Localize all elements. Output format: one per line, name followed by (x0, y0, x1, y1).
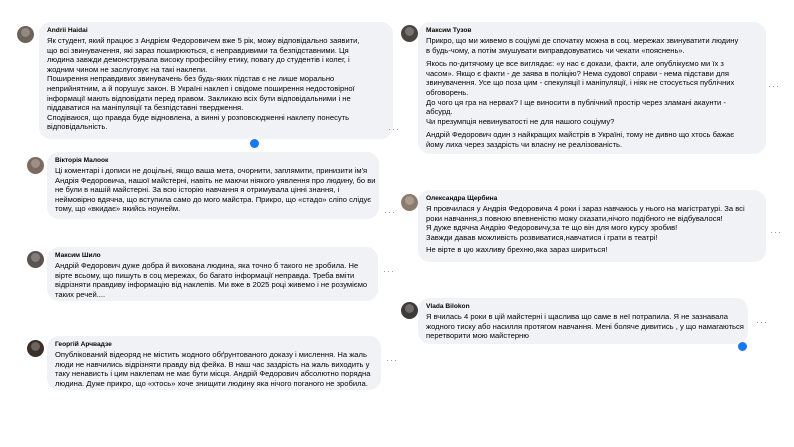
comment-line: неймовірно вдячна, що вступила само до мого майстра. Прикро, що «стадо» сліпо слідує (55, 194, 372, 204)
comment-line: тому, що «вкидає» якийсь ноунейм. (55, 204, 181, 214)
more-options-icon[interactable]: ··· (756, 317, 768, 327)
comment-line: жодного тиску або насилля протягом навчання. Мені боляче дивитись , у що намагаються (426, 321, 744, 331)
comment-author[interactable]: Максим Тузов (426, 27, 472, 34)
comment-line: відрізняти правдиву інформацію від наклепів. Ми вже в 2025 році живемо і не розуміємо (55, 280, 368, 290)
comment-line: Сподіваюся, що правда буде відновлена, а винні у розповсюдженні наклепу понесуть (47, 112, 350, 122)
comment-line: людина завжди демонструвала високу професійну етику, повагу до студентів і колег, і (47, 55, 350, 65)
comment-line: Чи презумпція невинуватості не для нашого соціуму? (426, 116, 615, 126)
like-reaction-icon[interactable] (738, 342, 747, 351)
comment-bubble (418, 190, 766, 262)
comment-line: відповідальність. (47, 122, 108, 132)
comment-bubble (47, 247, 378, 301)
comment-bubble (47, 152, 379, 219)
comment-line: Завжди давав можливість розвиватися,навчатися і грати в театрі! (426, 232, 658, 242)
more-options-icon[interactable]: ··· (388, 124, 400, 134)
comment-author[interactable]: Максим Шило (55, 252, 101, 259)
more-options-icon[interactable]: ··· (768, 81, 780, 91)
like-reaction-icon[interactable] (250, 139, 259, 148)
comment-line: не були в нашій майстерні. За всю історію навчання я отримувала цінні знання, і (55, 185, 340, 195)
comment-line: таких речей.... (55, 289, 106, 299)
comment-line: неприйнятним, а й порушує закон. В Україні наклеп і свідоме поширення недостовірної (47, 83, 355, 93)
comment-author[interactable]: Олександра Щербина (426, 195, 498, 202)
comment-line: Не вірте в цю жахливу брехню,яка зараз шириться! (426, 245, 608, 255)
comment-line: жодним чином не заслуговує на такі наклепи. (47, 64, 208, 74)
comment-line: обговорень. (426, 87, 469, 97)
comment-line: Я вчилась 4 роки в цій майстерні і щаслива що саме в неї потрапила. Я не зазнавала (426, 312, 728, 321)
comment-line: Поширення неправдивих звинувачень без будь-яких підстав є не лише морально (47, 74, 335, 84)
avatar[interactable] (401, 194, 418, 211)
comment-line: абсурд. (426, 107, 453, 117)
comment-line: Андрія Федоровича, нашої майстерні, навіть не маючи ніякого уявлення про людину, бо ви (55, 175, 376, 185)
avatar[interactable] (401, 25, 418, 42)
comment-line: вірте всьому, що пишуть в соц мережах, бо багато інформації неправда. Треба вміти (55, 270, 355, 280)
comment-author[interactable]: Вікторія Малоок (55, 157, 109, 164)
comment-line: йому лиха через заздрість чи власну не реалізованість. (426, 139, 623, 149)
comment-line: Я провчилася у Андрія Федоровича 4 роки і зараз навчаюсь у нього на магістратурі. За всі (426, 204, 745, 213)
more-options-icon[interactable]: ··· (770, 227, 782, 237)
comment-line: Ці коментарі і дописи не доцільні, якщо ваша мета, очорнити, заплямити, принизити ім'я (55, 166, 368, 175)
comment-line: в будь-чому, а потім змушувати виправдовуватись чи чекати «пояснень». (426, 45, 685, 55)
avatar[interactable] (27, 340, 44, 357)
comment-line: піддаватися на маніпуляції та безпідставні твердження. (47, 103, 244, 113)
comment-line: звинувачення. Усе що поза цим - спекуляції і маніпуляції, і ніяк не стосується публічних (426, 78, 735, 88)
comment-line: До чого ця гра на нервах? І ще виносити в публічний простір через зламані акаунти - (426, 97, 726, 107)
comment-bubble (47, 336, 381, 390)
comment-bubble (418, 298, 748, 344)
comment-line: Опублікований відеоряд не містить жодного обґрунтованого доказу і мислення. На жаль (55, 350, 367, 359)
comment-line: що всі звинувачення, які зараз поширюються, є неправдивими та безпідставними. Ця (47, 45, 349, 55)
comment-line: Я дуже вдячна Андрію Федоровичу,за те що він для мого курсу зробив! (426, 223, 678, 233)
more-options-icon[interactable]: ··· (383, 266, 395, 276)
avatar[interactable] (27, 157, 44, 174)
comment-line: Якось по-дитячому це все виглядає: «у нас є докази, факти, але опублікуємо ми їх з (426, 59, 724, 69)
more-options-icon[interactable]: ··· (386, 355, 398, 365)
comment-line: люди не навчились відрізняти правду від фейка. В наш час заздрість на жаль виходить у (55, 359, 370, 369)
comment-bubble (418, 22, 766, 154)
avatar[interactable] (27, 251, 44, 268)
avatar[interactable] (17, 26, 34, 43)
comment-author[interactable]: Vlada Bilokon (426, 303, 470, 310)
comment-line: перетворити мою майстерню (426, 331, 529, 341)
comment-line: таку ненависть і цим наклепам не має бути місця. Андрій Федорович абсолютно порядна (55, 369, 371, 379)
comment-line: роки навчання,з повною впевненістю можу сказати,нічого подібного не відбувалося! (426, 213, 723, 223)
comment-line: Як студент, який працює з Андрієм Федоровичем вже 5 рік, можу відповідально заявити, (47, 36, 360, 45)
comment-bubble (39, 22, 393, 139)
comment-author[interactable]: Георгій Арчвадзе (55, 341, 112, 348)
comment-line: інформації мають відповідати перед правом. Закликаю всіх бути відповідальними і не (47, 93, 351, 103)
comment-line: Андрій Федорович один з найкращих майстрів в Україні, тому не дивно що хтось бажає (426, 130, 735, 140)
comment-author[interactable]: Andrii Haidai (47, 27, 88, 34)
comment-line: Прикро, що ми живемо в соціумі де спочатку можна в соц. мережах звинуватити людину (426, 36, 739, 45)
more-options-icon[interactable]: ··· (384, 207, 396, 217)
avatar[interactable] (401, 302, 418, 319)
comment-line: людина. Дуже прикро, що «хтось» хоче знищити людину яка нічого поганого не зробила. (55, 378, 368, 388)
comment-line: часом». Якщо є факти - де заява в поліцію? Нема судової справи - нема підстави для (426, 68, 729, 78)
comment-line: Андрій Федорович дуже добра й вихована людина, яка точно б такого не зробила. Не (55, 261, 359, 270)
